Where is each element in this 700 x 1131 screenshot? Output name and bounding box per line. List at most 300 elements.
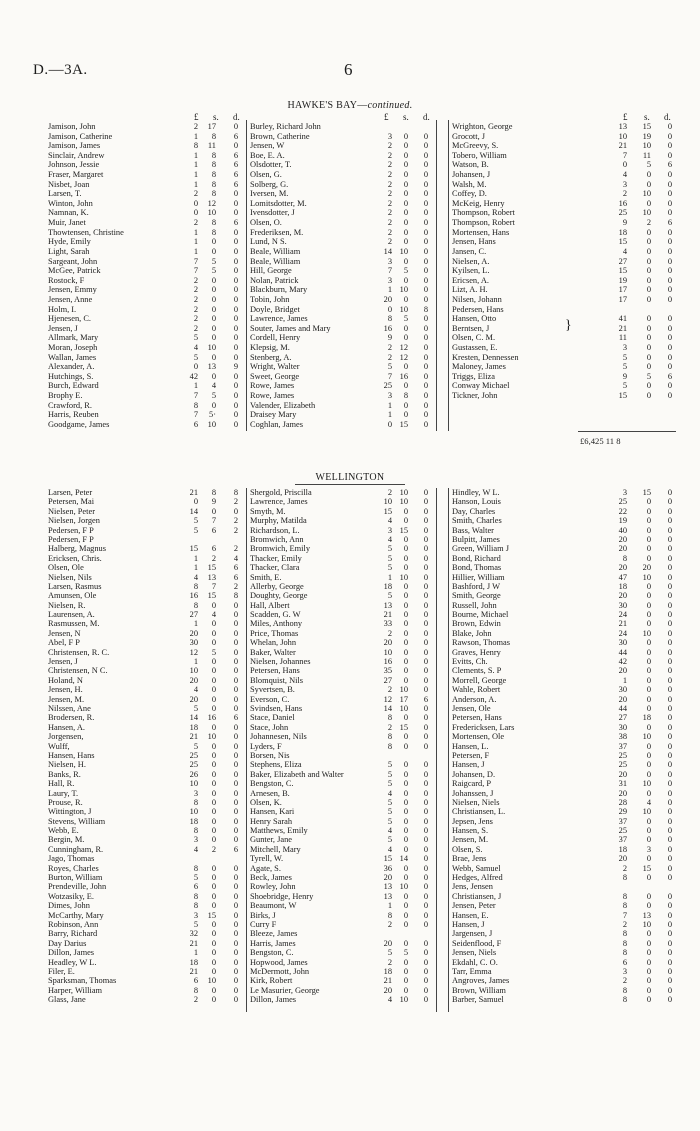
pence-cell: 0 (667, 769, 672, 779)
pounds-cell: 7 (193, 410, 198, 420)
pounds-cell: 8 (622, 929, 627, 939)
pence-cell: 0 (667, 275, 672, 285)
shillings-cell: 0 (403, 826, 408, 836)
shillings-cell: 0 (211, 294, 216, 304)
pence-cell: 0 (667, 910, 672, 920)
table-row (0, 544, 700, 553)
pence-cell: 0 (667, 179, 672, 189)
name-cell: Lawrence, James (250, 497, 308, 507)
name-cell: Grocott, J (452, 131, 486, 141)
pence-cell: 0 (423, 563, 428, 573)
pounds-cell: 41 (618, 314, 627, 324)
shillings-cell: 4 (211, 381, 216, 391)
name-cell: Smith, Charles (452, 516, 502, 526)
shillings-cell: 20 (642, 563, 651, 573)
name-cell: Nilssen, Ane (48, 703, 91, 713)
pence-cell: 0 (423, 160, 428, 170)
name-cell: Bashford, J W (452, 581, 500, 591)
pounds-cell: 8 (622, 873, 627, 883)
pence-cell: 2 (233, 516, 238, 526)
pounds-cell: 2 (193, 314, 198, 324)
shillings-cell: 0 (403, 732, 408, 742)
shillings-cell: 0 (403, 581, 408, 591)
pence-cell: 0 (423, 410, 428, 420)
shillings-cell: 0 (211, 835, 216, 845)
name-cell: Hansen, L. (452, 741, 489, 751)
pounds-cell: 1 (193, 657, 198, 667)
pence-cell: 0 (233, 391, 238, 401)
hawkes-bay-total: £6,425 11 8 (580, 436, 621, 446)
pounds-cell: 5 (387, 779, 392, 789)
name-cell: Jamison, John (48, 122, 96, 131)
pounds-cell: 15 (618, 266, 627, 276)
shillings-cell: 0 (211, 628, 216, 638)
pounds-cell: 2 (193, 995, 198, 1005)
shillings-cell: 0 (211, 600, 216, 610)
pounds-cell: 8 (193, 826, 198, 836)
shillings-cell: 0 (646, 675, 651, 685)
name-cell: Pedersen, F P (48, 525, 94, 535)
pounds-cell: 8 (622, 948, 627, 958)
table-row (0, 410, 700, 420)
pounds-cell: 5 (387, 797, 392, 807)
name-cell: Green, William J (452, 544, 509, 554)
pounds-cell: 21 (383, 610, 392, 620)
shillings-cell: 0 (646, 769, 651, 779)
pounds-cell: 5 (193, 333, 198, 343)
pence-cell: 0 (667, 534, 672, 544)
pence-cell: 0 (423, 285, 428, 295)
shillings-cell: 0 (403, 506, 408, 516)
table-row (0, 180, 700, 190)
table-row (0, 817, 700, 826)
shillings-cell: 0 (403, 400, 408, 410)
name-cell: Jepsen, Jens (452, 816, 493, 826)
pounds-cell: 15 (618, 391, 627, 401)
pence-cell: 0 (667, 995, 672, 1005)
shillings-cell: 0 (403, 713, 408, 723)
pence-cell: 6 (233, 150, 238, 160)
name-cell: Ekdahl, C. O. (452, 957, 498, 967)
pounds-cell: 27 (189, 610, 198, 620)
pounds-cell: 42 (618, 657, 627, 667)
name-cell: Webb, Samuel (452, 863, 501, 873)
pounds-cell: 5 (387, 591, 392, 601)
shillings-cell: 0 (403, 835, 408, 845)
pence-cell: 0 (233, 343, 238, 353)
pence-cell: 0 (423, 497, 428, 507)
pounds-cell: 20 (618, 544, 627, 554)
pence-cell: 6 (233, 160, 238, 170)
pounds-cell: 47 (618, 572, 627, 582)
table-row (0, 892, 700, 901)
shillings-cell: 0 (646, 985, 651, 995)
pence-cell: 0 (233, 410, 238, 420)
pence-cell: 0 (423, 362, 428, 372)
pence-cell: 6 (233, 131, 238, 141)
table-row (0, 873, 700, 882)
shillings-cell: 0 (646, 788, 651, 798)
name-cell: Svindsen, Hans (250, 703, 303, 713)
name-cell: Hjenesen, C. (48, 314, 92, 324)
pounds-cell: 30 (618, 600, 627, 610)
name-cell: Wittington, J (48, 807, 92, 817)
pence-cell: 0 (423, 333, 428, 343)
pounds-cell: 2 (387, 685, 392, 695)
shillings-cell: 0 (646, 657, 651, 667)
shillings-cell: 0 (403, 198, 408, 208)
name-cell: Shergold, Priscilla (250, 488, 312, 497)
table-row (0, 497, 700, 506)
name-cell: Jensen, Peter (452, 901, 496, 911)
shillings-cell: 0 (403, 160, 408, 170)
pounds-cell: 25 (618, 760, 627, 770)
shillings-cell: 0 (403, 275, 408, 285)
pence-cell: 0 (423, 419, 428, 429)
pence-cell: 0 (423, 882, 428, 892)
table-row (0, 704, 700, 713)
shillings-cell: 0 (211, 314, 216, 324)
name-cell: Walsh, M. (452, 179, 487, 189)
pounds-cell: 2 (387, 160, 392, 170)
col3-pounds-heading: £ (623, 112, 628, 122)
pence-cell: 0 (667, 694, 672, 704)
shillings-cell: 0 (211, 891, 216, 901)
pounds-cell: 27 (618, 256, 627, 266)
pounds-cell: 21 (189, 966, 198, 976)
name-cell: Johanssen, J (452, 788, 494, 798)
table-row (0, 381, 700, 391)
table-row (0, 122, 700, 132)
pence-cell: 0 (423, 797, 428, 807)
pounds-cell: 21 (618, 141, 627, 151)
name-cell: Nisbet, Joan (48, 179, 90, 189)
name-cell: Triggs, Eliza (452, 371, 495, 381)
pence-cell: 0 (423, 294, 428, 304)
pence-cell: 0 (423, 131, 428, 141)
name-cell: McGee, Patrick (48, 266, 101, 276)
pence-cell: 0 (233, 966, 238, 976)
pounds-cell: 25 (618, 208, 627, 218)
pence-cell: 0 (423, 525, 428, 535)
pounds-cell: 1 (193, 160, 198, 170)
shillings-cell: 15 (207, 563, 216, 573)
shillings-cell: 15 (399, 722, 408, 732)
total-rule (578, 431, 676, 432)
pence-cell: 0 (667, 314, 672, 324)
pounds-cell: 30 (189, 638, 198, 648)
name-cell: Ericksen, Chris. (48, 553, 102, 563)
name-cell: Johansen, D. (452, 769, 496, 779)
name-cell: Olsen, C. M. (452, 333, 496, 343)
pounds-cell: 5 (387, 563, 392, 573)
name-cell: Coffey, D. (452, 189, 487, 199)
name-cell: Sargeant, John (48, 256, 98, 266)
pence-cell: 0 (233, 976, 238, 986)
pence-cell: 0 (423, 198, 428, 208)
table-row (0, 638, 700, 647)
pounds-cell: 1 (193, 237, 198, 247)
pounds-cell: 25 (618, 750, 627, 760)
pounds-cell: 2 (387, 237, 392, 247)
pence-cell: 0 (423, 256, 428, 266)
name-cell: Smith, E. (250, 572, 282, 582)
pence-cell: 0 (667, 525, 672, 535)
name-cell: Solberg, G. (250, 179, 289, 189)
pence-cell: 0 (667, 333, 672, 343)
pounds-cell: 2 (193, 294, 198, 304)
pence-cell: 0 (233, 741, 238, 751)
name-cell: Bengston, C. (250, 948, 294, 958)
pence-cell: 0 (233, 938, 238, 948)
name-cell: Klepsig, M. (250, 343, 290, 353)
shillings-cell: 0 (211, 816, 216, 826)
table-row (0, 779, 700, 788)
shillings-cell: 10 (642, 807, 651, 817)
title-underline (295, 484, 405, 485)
name-cell: Hansen, Hans (48, 750, 95, 760)
pounds-cell: 18 (383, 966, 392, 976)
name-cell: Morrell, George (452, 675, 507, 685)
name-cell: Muir, Janet (48, 218, 86, 228)
pence-cell: 0 (233, 957, 238, 967)
table-row (0, 807, 700, 816)
shillings-cell: 0 (646, 246, 651, 256)
pence-cell: 0 (423, 488, 428, 497)
shillings-cell: 0 (211, 237, 216, 247)
pounds-cell: 4 (622, 170, 627, 180)
name-cell: Holand, N (48, 675, 83, 685)
shillings-cell: 0 (646, 835, 651, 845)
name-cell: Hansen, Kari (250, 807, 295, 817)
table-row (0, 132, 700, 142)
pence-cell: 0 (423, 732, 428, 742)
pence-cell: 0 (423, 713, 428, 723)
pence-cell: 0 (233, 304, 238, 314)
name-cell: Rowe, James (250, 381, 295, 391)
shillings-cell: 0 (211, 788, 216, 798)
name-cell: Tyrell, W. (250, 854, 284, 864)
pounds-cell: 3 (387, 391, 392, 401)
shillings-cell: 2 (211, 553, 216, 563)
shillings-cell: 10 (642, 628, 651, 638)
shillings-cell: 5 (403, 314, 408, 324)
pounds-cell: 9 (622, 371, 627, 381)
name-cell: Sparksman, Thomas (48, 976, 117, 986)
name-cell: Johannesen, Nils (250, 732, 307, 742)
pounds-cell: 20 (618, 666, 627, 676)
table-row (0, 911, 700, 920)
pounds-cell: 7 (622, 910, 627, 920)
shillings-cell: 0 (646, 544, 651, 554)
pence-cell: 0 (423, 769, 428, 779)
pence-cell: 0 (423, 534, 428, 544)
shillings-cell: 0 (403, 873, 408, 883)
pence-cell: 0 (423, 779, 428, 789)
pounds-cell: 21 (189, 488, 198, 497)
pounds-cell: 2 (387, 141, 392, 151)
table-row (0, 976, 700, 985)
shillings-cell: 13 (207, 362, 216, 372)
name-cell: Dillon, James (250, 995, 297, 1005)
pounds-cell: 2 (193, 189, 198, 199)
name-cell: Scadden, G. W (250, 610, 301, 620)
shillings-cell: 0 (403, 638, 408, 648)
shillings-cell: 0 (211, 985, 216, 995)
pence-cell: 0 (423, 948, 428, 958)
pence-cell: 0 (667, 227, 672, 237)
shillings-cell: 10 (207, 976, 216, 986)
pounds-cell: 11 (618, 333, 627, 343)
table-row (0, 401, 700, 411)
shillings-cell: 0 (403, 294, 408, 304)
pounds-cell: 24 (618, 628, 627, 638)
name-cell: Mortensen, Hans (452, 227, 510, 237)
pence-cell: 0 (667, 713, 672, 723)
name-cell: Watson, B. (452, 160, 489, 170)
pounds-cell: 19 (618, 275, 627, 285)
pounds-cell: 0 (387, 304, 392, 314)
pounds-cell: 3 (387, 256, 392, 266)
pounds-cell: 18 (383, 581, 392, 591)
pounds-cell: 3 (622, 488, 627, 497)
pounds-cell: 44 (618, 703, 627, 713)
table-row (0, 488, 700, 497)
pence-cell: 0 (233, 685, 238, 695)
pounds-cell: 0 (193, 208, 198, 218)
pounds-cell: 2 (193, 275, 198, 285)
pence-cell: 6 (233, 179, 238, 189)
shillings-cell: 0 (211, 966, 216, 976)
table-row (0, 591, 700, 600)
shillings-cell: 0 (211, 797, 216, 807)
table-row (0, 160, 700, 170)
shillings-cell: 0 (403, 333, 408, 343)
pounds-cell: 8 (387, 314, 392, 324)
table-row (0, 958, 700, 967)
shillings-cell: 0 (403, 966, 408, 976)
name-cell: Bleeze, James (250, 929, 298, 939)
pence-cell: 0 (667, 788, 672, 798)
pounds-cell: 5 (387, 544, 392, 554)
shillings-cell: 0 (646, 237, 651, 247)
pounds-cell: 3 (622, 179, 627, 189)
name-cell: Harper, William (48, 985, 103, 995)
name-cell: Nielsen, R. (48, 600, 86, 610)
name-cell: Ivensdotter, J (250, 208, 295, 218)
shillings-cell: 0 (646, 816, 651, 826)
name-cell: Jensen, J (48, 323, 78, 333)
table-row (0, 854, 700, 863)
table-row (0, 939, 700, 948)
shillings-cell: 8 (211, 131, 216, 141)
pence-cell: 0 (667, 938, 672, 948)
table-row (0, 314, 700, 324)
pounds-cell: 2 (387, 189, 392, 199)
shillings-cell: 0 (646, 750, 651, 760)
pounds-cell: 13 (383, 891, 392, 901)
shillings-cell: 0 (403, 410, 408, 420)
table-row (0, 189, 700, 199)
col2-pounds-heading: £ (384, 112, 389, 122)
pence-cell: 0 (423, 170, 428, 180)
shillings-cell: 0 (403, 741, 408, 751)
shillings-cell: 7 (211, 581, 216, 591)
name-cell: Banks, R. (48, 769, 81, 779)
pence-cell: 0 (233, 227, 238, 237)
pounds-cell: 3 (387, 131, 392, 141)
name-cell: Baker, Walter (250, 647, 296, 657)
pence-cell: 0 (423, 835, 428, 845)
name-cell: Headley, W L. (48, 957, 97, 967)
name-cell: Miles, Anthony (250, 619, 303, 629)
bracket-mark: } (565, 318, 572, 333)
name-cell: Jensen, Hans (452, 237, 496, 247)
table-row (0, 601, 700, 610)
pounds-cell: 20 (618, 563, 627, 573)
pence-cell: 0 (423, 506, 428, 516)
shillings-cell: 5 (211, 266, 216, 276)
table-row (0, 218, 700, 228)
shillings-cell: 10 (207, 343, 216, 353)
shillings-cell: 0 (403, 666, 408, 676)
shillings-cell: 0 (646, 901, 651, 911)
pence-cell: 0 (667, 581, 672, 591)
shillings-cell: 0 (211, 948, 216, 958)
shillings-cell: 0 (211, 506, 216, 516)
pounds-cell: 6 (193, 419, 198, 429)
pounds-cell: 16 (618, 198, 627, 208)
name-cell: Frederiksen, M. (250, 227, 304, 237)
page-number: 6 (344, 60, 353, 79)
shillings-cell: 0 (211, 275, 216, 285)
name-cell: Hill, George (250, 266, 292, 276)
pence-cell: 0 (667, 685, 672, 695)
name-cell: Brodersen, R. (48, 713, 95, 723)
pounds-cell: 10 (383, 497, 392, 507)
name-cell: Jensen, M. (48, 694, 85, 704)
col3-shillings-heading: s. (644, 112, 650, 122)
pence-cell: 0 (423, 919, 428, 929)
name-cell: Syvertsen, B. (250, 685, 295, 695)
pence-cell: 0 (667, 985, 672, 995)
pounds-cell: 5 (387, 769, 392, 779)
pence-cell: 0 (667, 553, 672, 563)
pounds-cell: 4 (387, 844, 392, 854)
table-row (0, 266, 700, 276)
table-row (0, 967, 700, 976)
table-row (0, 151, 700, 161)
name-cell: Larsen, T. (48, 189, 82, 199)
pounds-cell: 42 (189, 371, 198, 381)
name-cell: Ericsen, A. (452, 275, 489, 285)
shillings-cell: 0 (211, 873, 216, 883)
pence-cell: 0 (423, 400, 428, 410)
pence-cell: 0 (233, 419, 238, 429)
pence-cell: 0 (423, 610, 428, 620)
name-cell: Seidenflood, F (452, 938, 502, 948)
name-cell: Gunter, Jane (250, 835, 292, 845)
pounds-cell: 6 (193, 882, 198, 892)
shillings-cell: 0 (403, 675, 408, 685)
shillings-cell: 0 (646, 170, 651, 180)
table-row (0, 901, 700, 910)
shillings-cell: 0 (646, 685, 651, 695)
name-cell: Smith, George (452, 591, 501, 601)
pence-cell: 0 (233, 750, 238, 760)
name-cell: Stace, Daniel (250, 713, 295, 723)
pounds-cell: 8 (193, 600, 198, 610)
